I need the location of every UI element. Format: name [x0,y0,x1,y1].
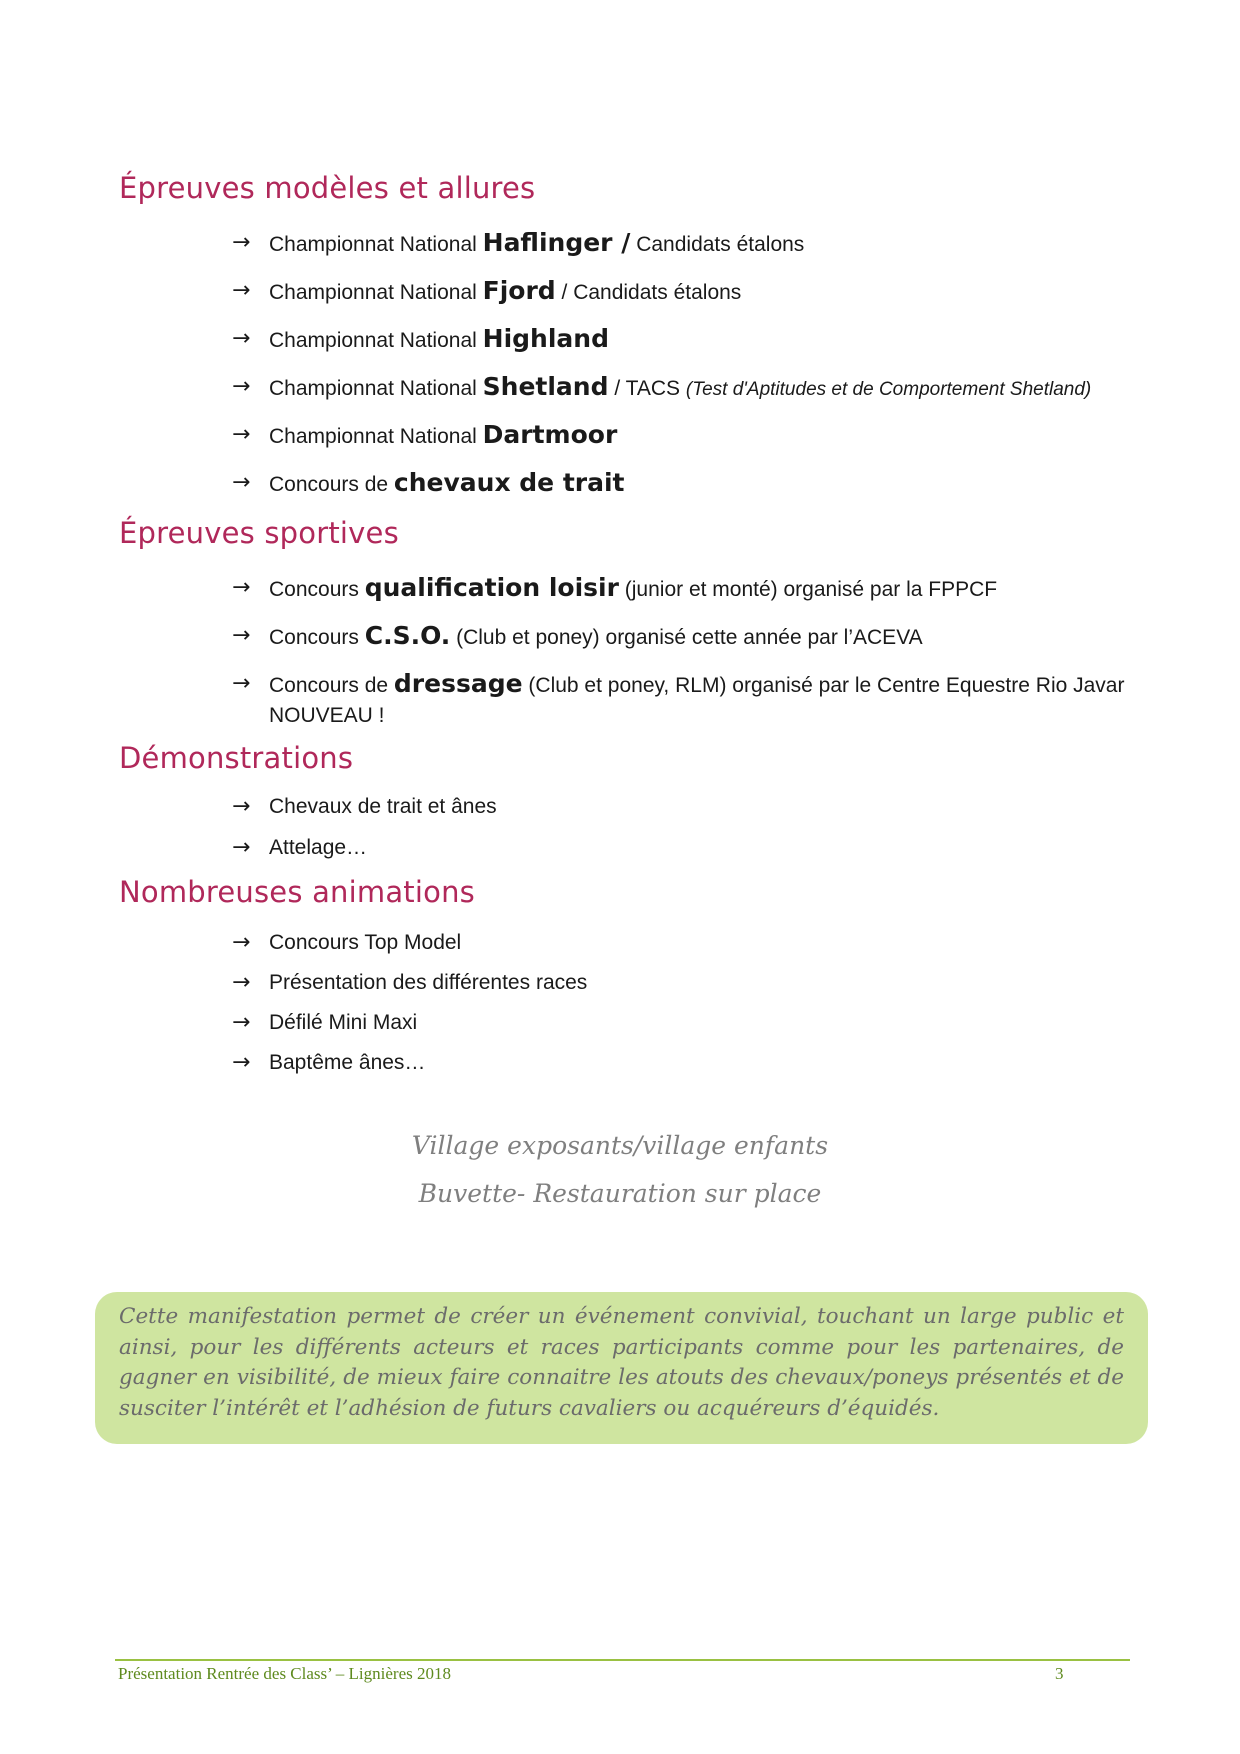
list-item-text: Championnat National Dartmoor [269,420,618,449]
list-item-text: Concours qualification loisir (junior et monté) organisé par la FPPCF [269,573,998,602]
section-heading-demonstrations: Démonstrations [119,741,354,775]
list-item [232,276,1132,308]
arrow-right-icon: → [232,671,251,696]
list-item [232,324,1132,356]
callout-box [95,1292,1148,1444]
arrow-right-icon: → [232,623,251,648]
list-item [232,468,1132,500]
list-item [232,420,1132,452]
list-item [232,621,1132,653]
list-item [232,928,1132,958]
arrow-right-icon: → [232,1010,251,1035]
buvette-line: Buvette- Restauration sur place [418,1179,822,1208]
section-heading-epreuves-modeles: Épreuves modèles et allures [119,171,536,205]
arrow-right-icon: → [232,326,251,351]
list-item [232,228,1132,260]
section-heading-animations: Nombreuses animations [119,875,475,909]
list-item-text: Championnat National Shetland / TACS (Test d'Aptitudes et de Comportement Shetland) [269,372,1092,401]
arrow-right-icon: → [232,575,251,600]
list-item [232,1048,1132,1078]
village-line: Village exposants/village enfants [411,1131,829,1160]
arrow-right-icon: → [232,930,251,955]
footer-divider [115,1659,1130,1661]
list-item-text: Championnat National Fjord / Candidats étalons [269,276,742,305]
arrow-right-icon: → [232,970,251,995]
list-item-text: Concours C.S.O. (Club et poney) organisé cette année par l’ACEVA [269,621,923,650]
list-item [232,573,1132,605]
arrow-right-icon: → [232,230,251,255]
list-item-text: Championnat National Haflinger / Candidats étalons [269,228,805,257]
arrow-right-icon: → [232,422,251,447]
arrow-right-icon: → [232,794,251,819]
page-number: 3 [1055,1664,1064,1683]
list-item-text: Chevaux de trait et ânes [269,795,497,818]
list-item [232,372,1132,405]
list-item-text: Baptême ânes… [269,1051,426,1074]
list-item [232,1008,1132,1038]
list-item-text: Attelage… [269,836,368,859]
arrow-right-icon: → [232,835,251,860]
list-item [232,833,1132,863]
list-item-text: Concours de chevaux de trait [269,468,625,497]
arrow-right-icon: → [232,278,251,303]
arrow-right-icon: → [232,470,251,495]
list-item-text: Concours de dressage (Club et poney, RLM) organisé par le Centre Equestre Rio Javar NOUVEAU ! [269,669,1125,727]
list-item [232,792,1132,822]
list-item-text: Présentation des différentes races [269,971,588,994]
list-item-text: Concours Top Model [269,931,462,954]
list-item [232,669,1132,731]
callout-text: Cette manifestation permet de créer un événement convivial, touchant un large public et ainsi, pour les différents acteurs et races participants comme pour les partenaires, de gagner en visibilité, de mieux faire connaitre les atouts des chevaux/poneys présentés et de susciter l’intérêt et l’adhésion de futurs cavaliers ou acquéreurs d’équidés. [119,1304,1124,1421]
section-heading-epreuves-sportives: Épreuves sportives [119,516,399,550]
list-item-text: Défilé Mini Maxi [269,1011,418,1034]
list-item [232,968,1132,998]
footer-title: Présentation Rentrée des Class’ – Lignières 2018 [118,1664,451,1683]
list-item-text: Championnat National Highland [269,324,609,353]
arrow-right-icon: → [232,374,251,399]
arrow-right-icon: → [232,1050,251,1075]
